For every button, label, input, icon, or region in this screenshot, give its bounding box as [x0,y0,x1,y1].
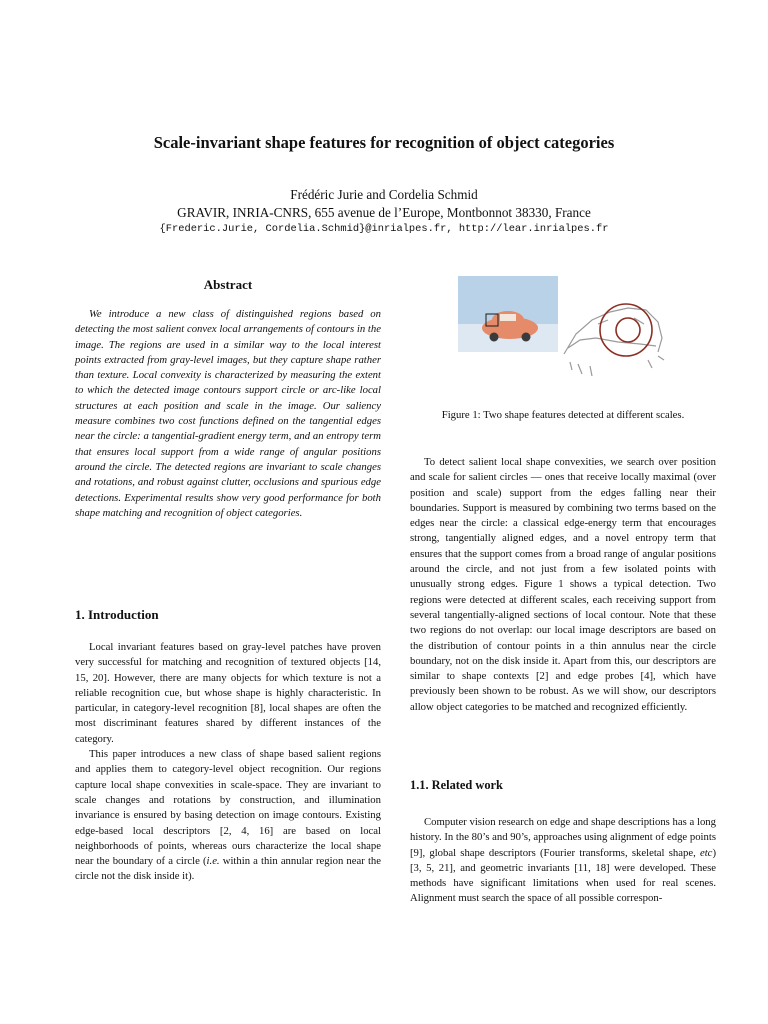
author-block [0,186,768,222]
right-column-text [410,455,716,715]
intro-ie: i.e. [206,855,220,868]
intro-paragraph-2-part-b: within a thin annular region near the circle not the disk inside it). [75,855,382,883]
section-heading-related-work: 1.1. Related work [410,778,503,792]
edge-contour-lower [568,338,656,348]
related-paragraph-1-part-b: ) [3, 5, 21], and geometric invariants [11, 18] were developed. These methods have significant limitations when used for real scenes. Alignment must search the space of all possible correspon- [410,846,716,905]
figure-1-caption: Figure 1: Two shape features detected at different scales. [441,409,685,421]
paper-title: Scale-invariant shape features for recognition of object categories [153,133,615,152]
car-window [500,314,516,321]
car-wheel-front [490,333,499,342]
figure-1-graphic [458,276,668,386]
affiliation: GRAVIR, INRIA-CNRS, 655 avenue de l’Europe, Montbonnot 38330, France [177,205,591,220]
figure-1 [458,276,668,386]
salient-circle-small [616,318,640,342]
introduction-text [75,640,381,885]
intro-paragraph-2-part-a: This paper introduces a new class of shape based salient regions and applies them to category-level object recognition. Our regions capture local shape convexities in scale-space. They are invariant to scale changes and rotations by construction, and illumination invariance is ensured by basing detection on image contours. Existing edge-based local descriptors [2, 4, 16] are based on local neighborhoods of points, whereas ours characterize the local shape near the boundary of a circle ( [75,748,381,868]
intro-paragraph-1: Local invariant features based on gray-level patches have proven very successful for matching and recognition of textured objects [14, 15, 20]. However, there are many objects for which texture is not a reliable recognition cue, but whose shape is highly characteristic. In particular, in category-level recognition [8], local shapes are often the most discriminant features shared by different instances of the category. [75,641,381,745]
related-paragraph-1-part-a: Computer vision research on edge and shape descriptions has a long history. In the 80’s and 90’s, approaches using alignment of edge points [9], global shape descriptors (Fourier transforms, skeletal shape, [410,816,716,859]
abstract-paragraph: We introduce a new class of distinguished regions based on detecting the most salient convex local arrangements of contours in the image. The regions are used in a similar way to the local interest points extracted from gray-level images, but they capture shape rather than texture. Local convexity is characterized by measuring the extent to which the detected image contours support circle or arc-like local structures at each position and scale in the image. Our saliency measure combines two cost functions defined on the tangential edges near the circle: a tangential-gradient energy term, and an entropy term that ensures local support from a wide range of angular positions around the circle. The detected regions are invariant to scale changes and rotations, and robust against clutter, occlusions and spurious edge detections. Experimental results show very good performance for both shape matching and recognition of object categories. [75,308,381,519]
related-etc: etc [699,846,713,859]
abstract-heading: Abstract [203,277,253,292]
right-paragraph-1: To detect salient local shape convexities, we search over position and scale for salient circles — ones that receive locally maximal (over position and scale) support from the edges falling near their boundaries. Support is measured by combining two terms based on the edges near the circle: a classical edge-energy term that encourages strong, tangentially aligned edges, and a novel entropy term that ensures that the support comes from a broad range of angular positions around the circle, and not just from a few isolated points with unusually strong edges. Figure 1 shows a typical detection. Two regions were detected at different scales, each receiving support from several tangentially-aligned sections of local contour. Note that these two regions do not overlap: our local image descriptors are based on the distribution of contour points in a thin annulus near the circle boundary, not on the disk inside it. Apart from this, our descriptors are similar to shape contexts [2] and edge probes [4], which have previously been shown to be robust. As we will show, our descriptors allow object categories to be matched and recognized efficiently. [410,456,716,713]
related-work-text [410,815,716,907]
car-wheel-rear [522,333,531,342]
authors: Frédéric Jurie and Cordelia Schmid [290,187,478,202]
abstract-text [75,307,381,521]
author-emails: {Frederic.Jurie, Cordelia.Schmid}@inrialpes.fr, http://lear.inrialpes.fr [159,223,609,235]
intro-paragraph-2 [75,747,381,885]
edge-fragments [570,356,664,376]
section-heading-introduction: 1. Introduction [75,607,159,622]
related-paragraph-1 [410,815,716,907]
salient-circle-large [600,304,652,356]
